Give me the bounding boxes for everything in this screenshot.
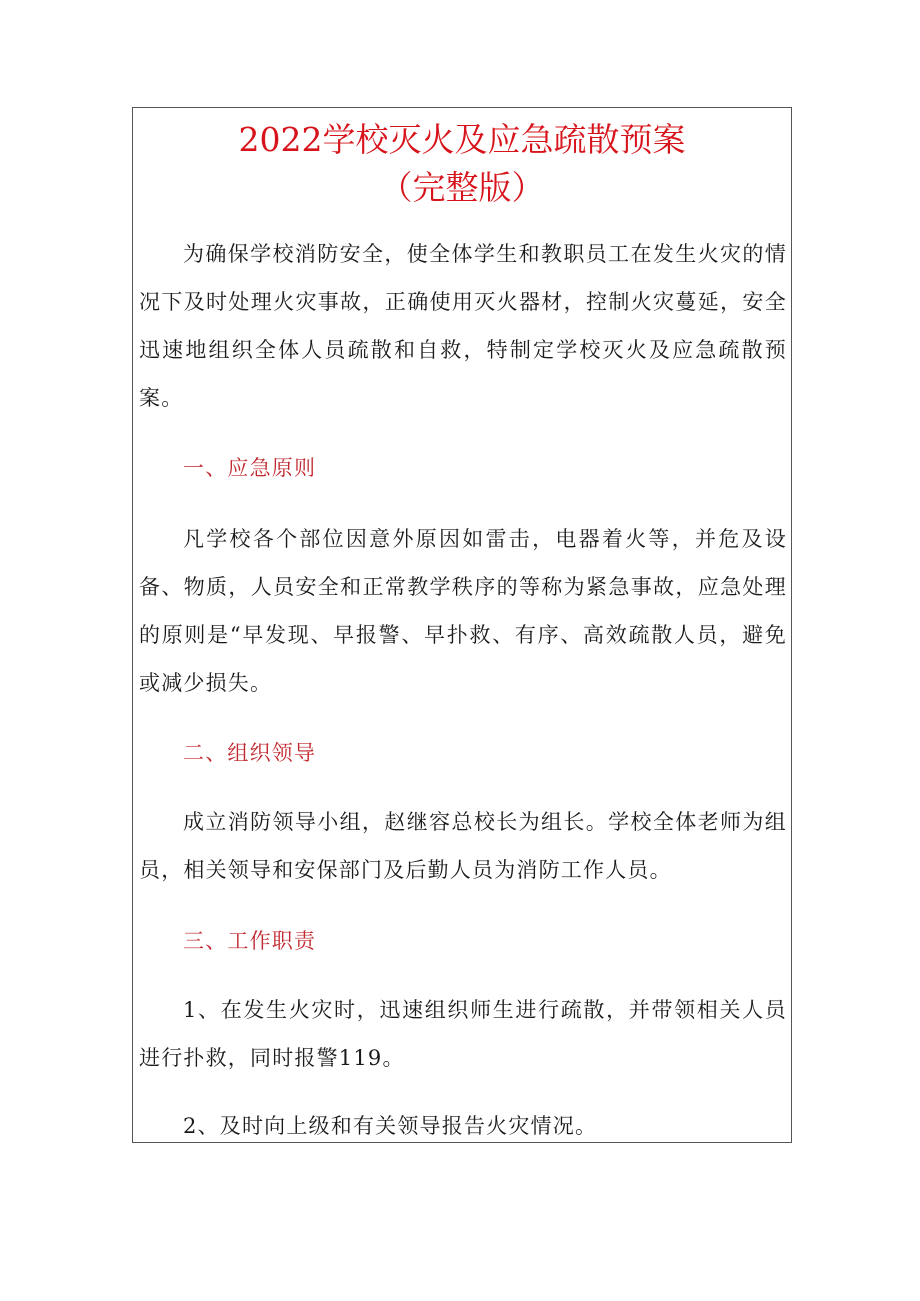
section-heading-duties: 三、工作职责: [183, 929, 317, 953]
principles-paragraph: 凡学校各个部位因意外原因如雷击，电器着火等，并危及设备、物质，人员安全和正常教学秩序的等称为紧急事故，应急处理的原则是“早发现、早报警、早扑救、有序、高效疏散人员，避免或减少损失。: [139, 527, 787, 695]
document-frame: [132, 107, 792, 1143]
section-heading-principles: 一、应急原则: [183, 456, 317, 480]
duty-item: 1、在发生火灾时，迅速组织师生进行疏散，并带领相关人员进行扑救，同时报警119。: [139, 998, 787, 1070]
organization-paragraph: 成立消防领导小组，赵继容总校长为组长。学校全体老师为组员，相关领导和安保部门及后勤人员为消防工作人员。: [139, 810, 787, 882]
document-subtitle: （完整版）: [379, 168, 545, 207]
duty-item: 2、及时向上级和有关领导报告火灾情况。: [183, 1114, 598, 1138]
section-heading-organization: 二、组织领导: [183, 741, 317, 765]
intro-paragraph: 为确保学校消防安全，使全体学生和教职员工在发生火灾的情况下及时处理火灾事故，正确使用灭火器材，控制火灾蔓延，安全迅速地组织全体人员疏散和自救，特制定学校灭火及应急疏散预案。: [139, 242, 787, 410]
document-title: 2022学校灭火及应急疏散预案: [238, 120, 686, 159]
